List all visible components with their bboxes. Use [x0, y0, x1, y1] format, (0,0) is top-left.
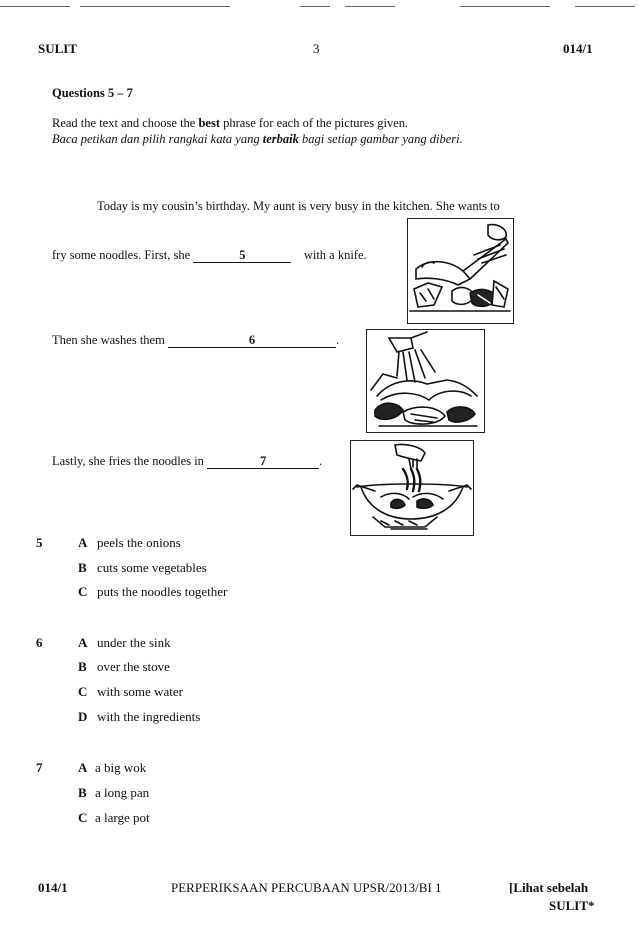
- washing-under-tap-icon: [366, 329, 485, 433]
- instruction-text: bagi setiap gambar yang diberi.: [298, 132, 463, 146]
- footer-code: 014/1: [38, 880, 68, 895]
- option-letter: C: [78, 684, 88, 699]
- footer-turn-over: [Lihat sebelah: [509, 880, 589, 895]
- instruction-emphasis: terbaik: [262, 132, 299, 146]
- instruction-text: Baca petikan dan pilih rangkai kata yang: [52, 132, 263, 146]
- passage-text: .: [335, 333, 340, 347]
- option-text[interactable]: with some water: [97, 684, 183, 699]
- question-number: 5: [36, 535, 43, 550]
- blank-number: 6: [248, 333, 256, 347]
- passage-line-3: [52, 333, 339, 348]
- answer-blank-5: [193, 248, 291, 263]
- footer-sulit: SULIT*: [549, 898, 595, 913]
- passage-text: with a knife.: [303, 248, 367, 262]
- option-letter: A: [78, 635, 88, 650]
- option-letter: B: [78, 785, 87, 800]
- instruction-malay: [52, 132, 463, 147]
- footer-exam-title: PERPERIKSAAN PERCUBAAN UPSR/2013/BI 1: [171, 880, 442, 895]
- passage-text: Lastly, she fries the noodles in: [52, 454, 204, 468]
- option-letter: C: [78, 584, 88, 599]
- instruction-text: phrase for each of the pictures given.: [220, 116, 409, 130]
- scan-artifact-line: [300, 6, 330, 7]
- question-number: 6: [36, 635, 43, 650]
- passage-line-4: [52, 454, 322, 469]
- passage-text: fry some noodles. First, she: [52, 248, 191, 262]
- scan-artifact-line: [575, 6, 635, 7]
- header-sulit: SULIT: [38, 41, 78, 56]
- blank-number: 7: [259, 454, 267, 468]
- option-letter: B: [78, 659, 87, 674]
- option-letter: A: [78, 760, 88, 775]
- option-letter: D: [78, 709, 88, 724]
- option-text[interactable]: over the stove: [97, 659, 170, 674]
- option-letter: C: [78, 810, 88, 825]
- question-number: 7: [36, 760, 43, 775]
- option-text[interactable]: a big wok: [95, 760, 147, 775]
- instruction-emphasis: best: [198, 116, 221, 130]
- option-text[interactable]: cuts some vegetables: [97, 560, 207, 575]
- page-number: 3: [313, 41, 320, 56]
- cutting-vegetables-icon: [407, 218, 514, 324]
- option-text[interactable]: a large pot: [95, 810, 150, 825]
- passage-line-1: Today is my cousin’s birthday. My aunt is very busy in the kitchen. She wants to: [97, 199, 500, 213]
- scan-artifact-line: [345, 6, 395, 7]
- option-text[interactable]: puts the noodles together: [97, 584, 228, 599]
- section-title: Questions 5 – 7: [52, 86, 133, 100]
- option-letter: A: [78, 535, 88, 550]
- passage-text: .: [319, 454, 323, 468]
- option-text[interactable]: under the sink: [97, 635, 171, 650]
- scan-artifact-line: [0, 6, 70, 7]
- answer-blank-6: [168, 333, 336, 348]
- option-text[interactable]: peels the onions: [97, 535, 181, 550]
- scan-artifact-line: [80, 6, 230, 7]
- frying-in-wok-icon: [350, 440, 474, 536]
- instruction-text: Read the text and choose the: [52, 116, 199, 130]
- option-text[interactable]: with the ingredients: [97, 709, 201, 724]
- passage-line-2: [52, 248, 367, 263]
- option-text[interactable]: a long pan: [95, 785, 150, 800]
- scan-artifact-line: [460, 6, 550, 7]
- blank-number: 5: [239, 248, 246, 262]
- passage-text: Then she washes them: [52, 333, 165, 347]
- answer-blank-7: [207, 454, 319, 469]
- option-letter: B: [78, 560, 87, 575]
- instruction-english: [52, 116, 408, 131]
- header-code: 014/1: [563, 41, 593, 56]
